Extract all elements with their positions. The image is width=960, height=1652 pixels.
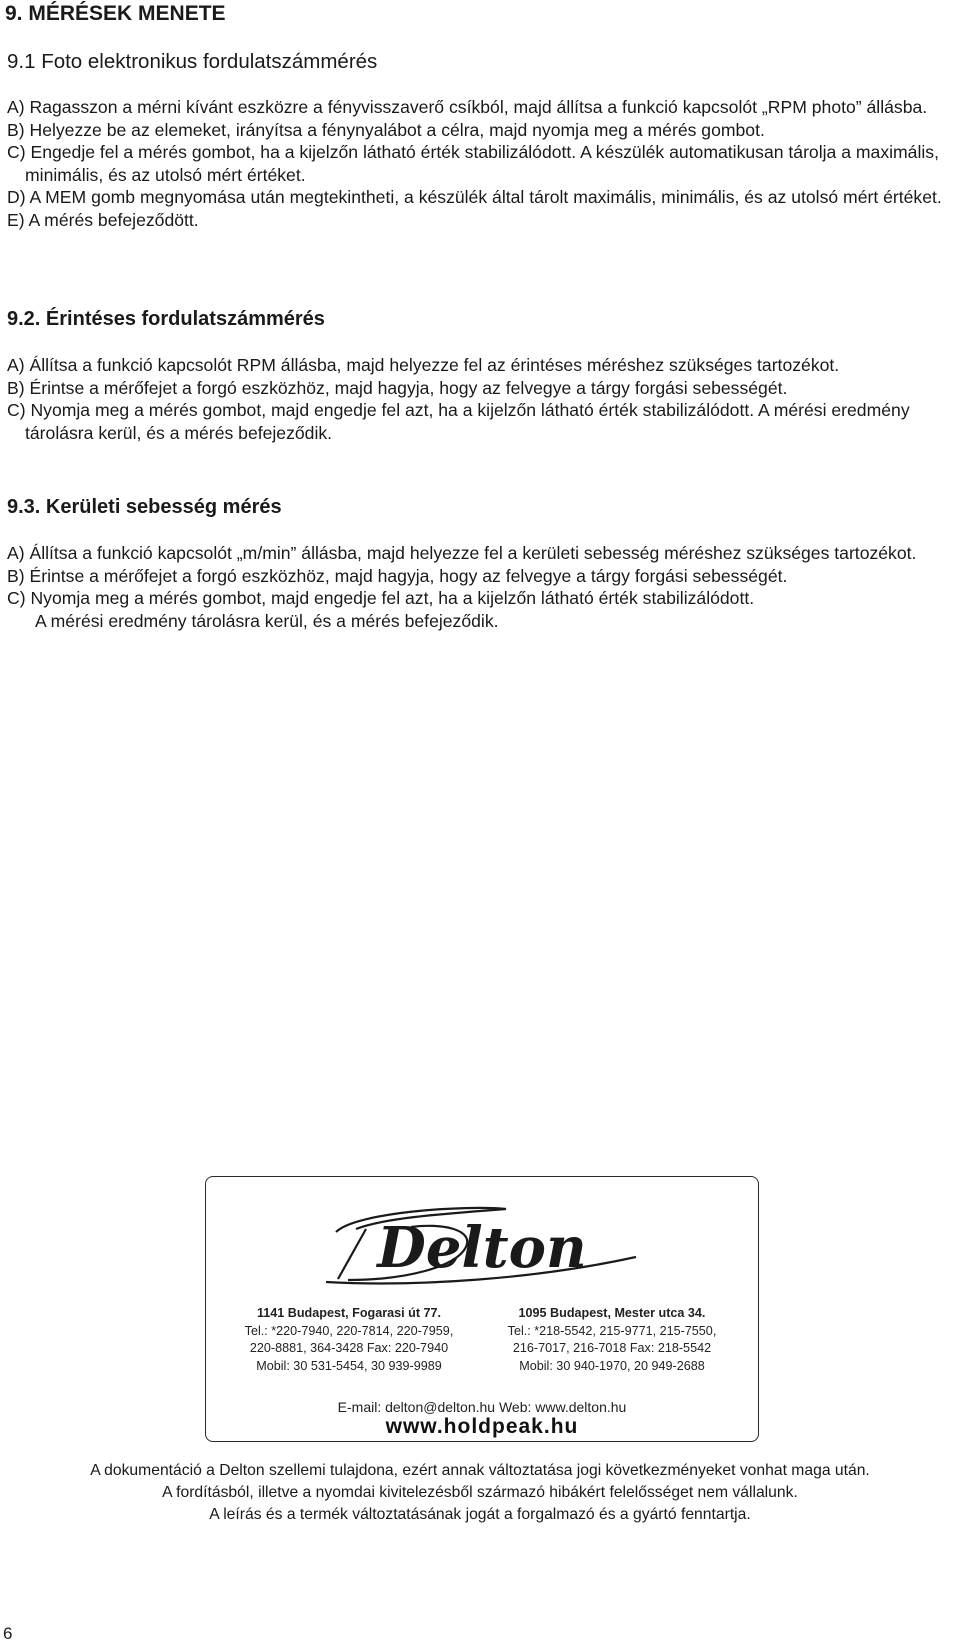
address-right-line3: Mobil: 30 940-1970, 20 949-2688 xyxy=(519,1358,705,1373)
address-left xyxy=(218,1305,480,1375)
step-a: A) Állítsa a funkció kapcsolót RPM állásba, majd helyezze fel az érintéses méréshez szükséges tartozékot. xyxy=(7,355,840,375)
footer-line-2: A fordításból, illetve a nyomdai kivitelezésből származó hibákért felelősséget nem vállalunk. xyxy=(162,1484,798,1501)
step-c-continuation: A mérési eredmény tárolásra kerül, és a mérés befejeződik. xyxy=(35,610,499,631)
page-number: 6 xyxy=(3,1624,13,1643)
footer-disclaimer xyxy=(0,1460,960,1526)
step-a: A) Ragasszon a mérni kívánt eszközre a fényvisszaverő csíkból, majd állítsa a funkció kapcsolót „RPM photo” állásba. xyxy=(7,97,928,117)
website-link[interactable]: www.holdpeak.hu xyxy=(385,1415,579,1438)
step-d: D) A MEM gomb megnyomása után megtekintheti, a készülék által tárolt maximális, minimális, és az utolsó mért értéket. xyxy=(7,187,942,207)
step-e: E) A mérés befejeződött. xyxy=(7,209,199,230)
step-a: A) Állítsa a funkció kapcsolót „m/min” állásba, majd helyezze fel a kerületi sebesség méréshez szükséges tartozékot. xyxy=(7,543,917,563)
address-left-line1: Tel.: *220-7940, 220-7814, 220-7959, xyxy=(244,1323,454,1338)
address-right-line1: Tel.: *218-5542, 215-9771, 215-7550, xyxy=(507,1323,717,1338)
subsection-title-9-3: 9.3. Kerületi sebesség mérés xyxy=(7,496,282,518)
footer-line-3: A leírás és a termék változtatásának jogát a forgalmazó és a gyártó fenntartja. xyxy=(209,1506,751,1523)
step-c: C) Engedje fel a mérés gombot, ha a kijelzőn látható érték stabilizálódott. A készülék automatikusan tárolja a maximális, minimális, és az utolsó mért értéket. xyxy=(7,142,939,185)
step-c: C) Nyomja meg a mérés gombot, majd engedje fel azt, ha a kijelzőn látható érték stabilizálódott. A mérési eredmény tárolásra kerül, és a mérés befejeződik. xyxy=(7,400,910,443)
subsection-9-2-body xyxy=(7,354,952,444)
section-title: 9. MÉRÉSEK MENETE xyxy=(5,2,226,25)
step-b: B) Érintse a mérőfejet a forgó eszközhöz, majd hagyja, hogy az felvegye a tárgy forgási sebességét. xyxy=(7,565,788,586)
step-b: B) Érintse a mérőfejet a forgó eszközhöz, majd hagyja, hogy az felvegye a tárgy forgási sebességét. xyxy=(7,377,788,398)
subsection-9-1-body xyxy=(7,96,952,231)
address-right-line2: 216-7017, 216-7018 Fax: 218-5542 xyxy=(512,1341,712,1355)
footer-line-1: A dokumentáció a Delton szellemi tulajdona, ezért annak változtatása jogi következményeket vonhat maga után. xyxy=(90,1462,870,1479)
logo-wordmark: Delton xyxy=(377,1215,587,1281)
address-right-title: 1095 Budapest, Mester utca 34. xyxy=(518,1306,706,1320)
contact-line: E-mail: delton@delton.hu Web: www.delton.hu xyxy=(337,1399,627,1415)
address-left-line3: Mobil: 30 531-5454, 30 939-9989 xyxy=(256,1358,442,1373)
subsection-9-3-body xyxy=(7,542,952,632)
company-card xyxy=(205,1176,759,1442)
subsection-title-9-1: 9.1 Foto elektronikus fordulatszámmérés xyxy=(7,50,378,73)
address-left-title: 1141 Budapest, Fogarasi út 77. xyxy=(256,1306,442,1320)
address-right xyxy=(474,1305,750,1375)
step-b: B) Helyezze be az elemeket, irányítsa a fénynyalábot a célra, majd nyomja meg a mérés gombot. xyxy=(7,119,765,140)
delton-logo xyxy=(206,1187,758,1297)
subsection-title-9-2: 9.2. Érintéses fordulatszámmérés xyxy=(7,308,325,330)
step-c: C) Nyomja meg a mérés gombot, majd engedje fel azt, ha a kijelzőn látható érték stabilizálódott. xyxy=(7,588,755,608)
address-left-line2: 220-8881, 364-3428 Fax: 220-7940 xyxy=(249,1341,449,1355)
